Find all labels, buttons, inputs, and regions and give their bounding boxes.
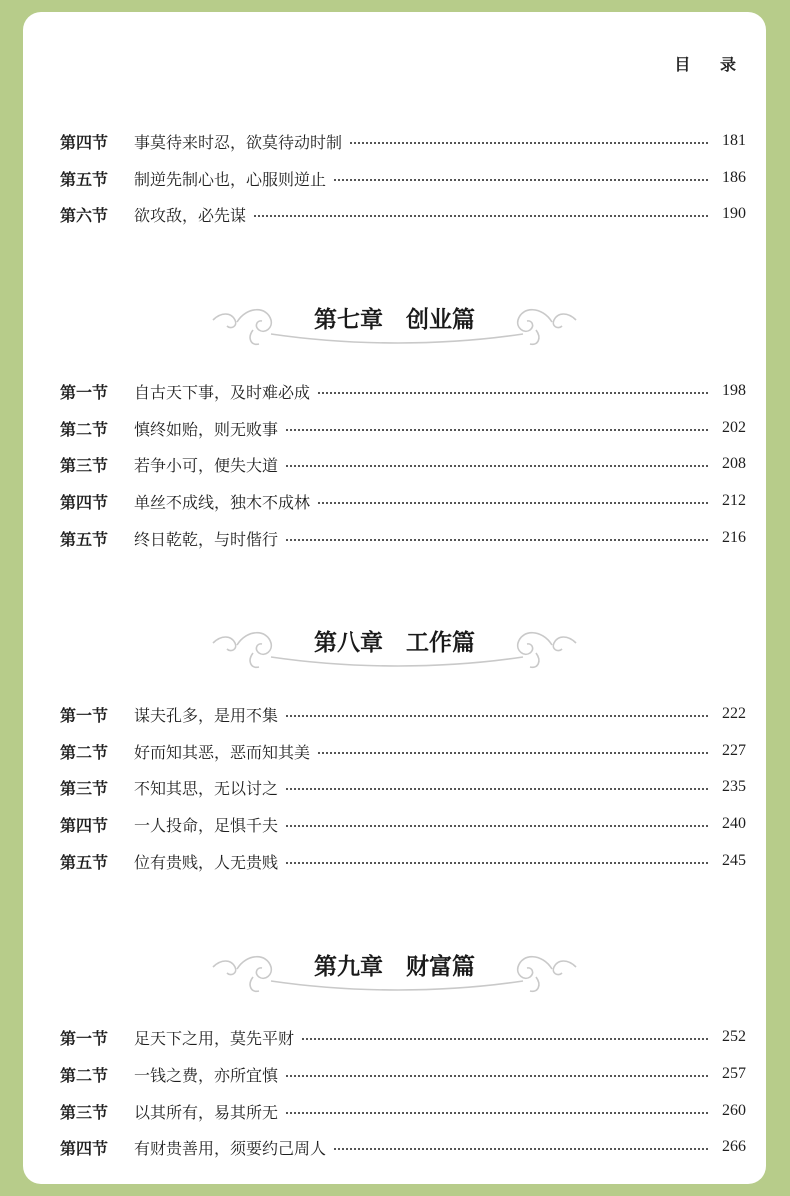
section-title: 事莫待来时忍，欲莫待动时制 <box>134 132 343 152</box>
section-title: 位有贵贱，人无贵贱 <box>134 852 279 872</box>
section-title: 慎终如贻，则无败事 <box>134 419 279 439</box>
section-number: 第五节 <box>60 169 109 189</box>
page-number: 198 <box>722 382 746 399</box>
toc-entry[interactable] <box>60 201 746 227</box>
page-number: 227 <box>722 742 746 759</box>
toc-entry[interactable] <box>60 165 746 191</box>
leader-dots <box>302 1038 708 1040</box>
page-number: 212 <box>722 492 746 509</box>
chapter-title: 第八章 工作篇 <box>314 630 475 656</box>
toc-entry[interactable] <box>60 774 746 800</box>
toc-entry[interactable] <box>60 451 746 477</box>
section-number: 第三节 <box>60 1102 109 1122</box>
page-number: 235 <box>722 778 746 795</box>
leader-dots <box>286 788 708 790</box>
section-title: 自古天下事，及时难必成 <box>134 382 311 402</box>
section-title: 有财贵善用，须要约己周人 <box>134 1138 327 1158</box>
section-title: 终日乾乾，与时偕行 <box>134 529 279 549</box>
leader-dots <box>286 1112 708 1114</box>
leader-dots <box>334 179 708 181</box>
section-number: 第四节 <box>60 1138 109 1158</box>
page-number: 240 <box>722 815 746 832</box>
section-title: 单丝不成线，独木不成林 <box>134 492 311 512</box>
section-number: 第二节 <box>60 419 109 439</box>
section-number: 第二节 <box>60 1065 109 1085</box>
page-number: 190 <box>722 205 746 222</box>
toc-entry[interactable] <box>60 415 746 441</box>
section-number: 第五节 <box>60 529 109 549</box>
section-number: 第一节 <box>60 1028 109 1048</box>
section-number: 第六节 <box>60 205 109 225</box>
section-title: 以其所有，易其所无 <box>134 1102 279 1122</box>
toc-entry[interactable] <box>60 525 746 551</box>
leader-dots <box>318 392 708 394</box>
page-number: 245 <box>722 852 746 869</box>
toc-entry[interactable] <box>60 848 746 874</box>
toc-entry[interactable] <box>60 811 746 837</box>
toc-entry[interactable] <box>60 128 746 154</box>
chapter-heading[interactable] <box>23 939 766 995</box>
leader-dots <box>286 862 708 864</box>
section-number: 第一节 <box>60 705 109 725</box>
leader-dots <box>334 1148 708 1150</box>
toc-entry[interactable] <box>60 701 746 727</box>
toc-entry[interactable] <box>60 1024 746 1050</box>
page-number: 202 <box>722 419 746 436</box>
page-number: 208 <box>722 455 746 472</box>
leader-dots <box>286 825 708 827</box>
chapter-heading[interactable] <box>23 292 766 348</box>
leader-dots <box>318 502 708 504</box>
section-number: 第四节 <box>60 132 109 152</box>
page-number: 186 <box>722 169 746 186</box>
page-number: 252 <box>722 1028 746 1045</box>
toc-entry[interactable] <box>60 488 746 514</box>
leader-dots <box>286 429 708 431</box>
leader-dots <box>350 142 708 144</box>
leader-dots <box>286 1075 708 1077</box>
leader-dots <box>286 539 708 541</box>
toc-entry[interactable] <box>60 738 746 764</box>
section-number: 第二节 <box>60 742 109 762</box>
section-title: 欲攻敌，必先谋 <box>134 205 247 225</box>
section-title: 好而知其恶，恶而知其美 <box>134 742 311 762</box>
leader-dots <box>286 715 708 717</box>
leader-dots <box>254 215 708 217</box>
leader-dots <box>318 752 708 754</box>
page-number: 216 <box>722 529 746 546</box>
page-number: 266 <box>722 1138 746 1155</box>
section-title: 一钱之费，亦所宜慎 <box>134 1065 279 1085</box>
section-title: 谋夫孔多，是用不集 <box>134 705 279 725</box>
page-number: 181 <box>722 132 746 149</box>
chapter-heading[interactable] <box>23 615 766 671</box>
leader-dots <box>286 465 708 467</box>
section-number: 第三节 <box>60 778 109 798</box>
section-title: 制逆先制心也，心服则逆止 <box>134 169 327 189</box>
section-number: 第一节 <box>60 382 109 402</box>
chapter-title: 第七章 创业篇 <box>314 307 475 333</box>
section-title: 不知其思，无以讨之 <box>134 778 279 798</box>
toc-entry[interactable] <box>60 1061 746 1087</box>
page-number: 260 <box>722 1102 746 1119</box>
page-number: 222 <box>722 705 746 722</box>
page-number: 257 <box>722 1065 746 1082</box>
section-number: 第五节 <box>60 852 109 872</box>
toc-page <box>23 12 766 1184</box>
section-number: 第四节 <box>60 492 109 512</box>
toc-entry[interactable] <box>60 378 746 404</box>
section-number: 第四节 <box>60 815 109 835</box>
section-title: 一人投命，足惧千夫 <box>134 815 279 835</box>
toc-entry[interactable] <box>60 1134 746 1160</box>
toc-entry[interactable] <box>60 1098 746 1124</box>
chapter-title: 第九章 财富篇 <box>314 954 475 980</box>
section-number: 第三节 <box>60 455 109 475</box>
section-title: 若争小可，便失大道 <box>134 455 279 475</box>
section-title: 足天下之用，莫先平财 <box>134 1028 295 1048</box>
page-header: 目 录 <box>674 55 748 74</box>
